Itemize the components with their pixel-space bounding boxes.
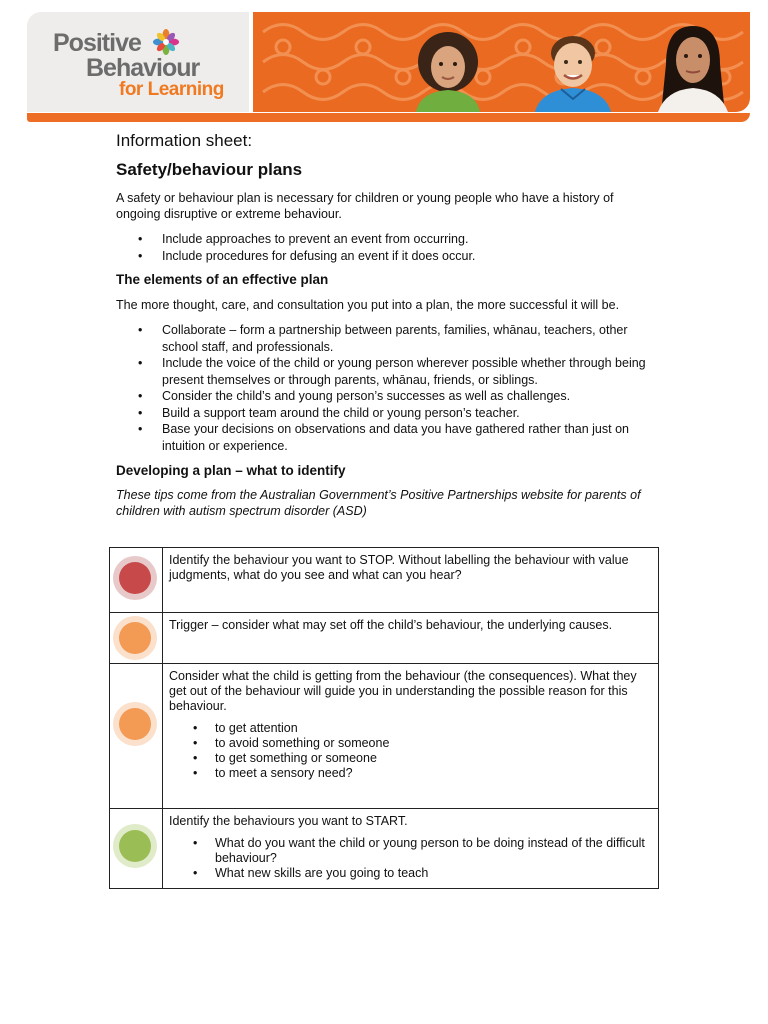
page-header xyxy=(27,12,750,124)
table-row xyxy=(110,548,659,613)
logo-line-2: Behaviour xyxy=(86,54,200,82)
document-body xyxy=(116,128,660,519)
elements-bullet-list xyxy=(116,322,660,454)
child-photo-1 xyxy=(408,27,488,112)
orange-light-icon xyxy=(113,616,157,660)
header-stripe xyxy=(27,113,750,122)
row-text-trigger: Trigger – consider what may set off the child’s behaviour, the underlying causes. xyxy=(163,613,659,664)
list-item: • Include the voice of the child or young person wherever possible whether through being present themselves or through parents, whānau, friends, or siblings. xyxy=(116,355,660,388)
intro-paragraph: A safety or behaviour plan is necessary for children or young people who have a history of ongoing disruptive or extreme behaviour. xyxy=(116,191,614,221)
row-text-stop: Identify the behaviour you want to STOP. Without labelling the behaviour with value judgments, what do you see and what can you hear? xyxy=(163,548,659,613)
list-item: • What new skills are you going to teach xyxy=(169,866,652,881)
indicator-cell xyxy=(110,613,163,664)
row-cell-start xyxy=(163,809,659,889)
row-text-consequences: Consider what the child is getting from the behaviour (the consequences). What they get out of the behaviour will guide you in understanding the possible reason for this behaviour. xyxy=(169,669,637,713)
list-item: • What do you want the child or young person to be doing instead of the difficult behaviour? xyxy=(169,836,652,866)
row-cell-consequences xyxy=(163,664,659,809)
red-light-icon xyxy=(113,556,157,600)
elements-intro: The more thought, care, and consultation you put into a plan, the more successful it will be. xyxy=(116,298,620,312)
list-item: • to avoid something or someone xyxy=(169,736,652,751)
logo-line-1: Positive xyxy=(53,29,141,57)
logo xyxy=(27,12,249,112)
child-photo-3 xyxy=(648,24,738,112)
flower-icon xyxy=(153,29,179,55)
green-light-icon xyxy=(113,824,157,868)
info-sheet-label: Information sheet: xyxy=(116,131,253,150)
table-row xyxy=(110,809,659,889)
section-heading-elements: The elements of an effective plan xyxy=(116,272,329,287)
row-text-start: Identify the behaviours you want to START. xyxy=(169,814,408,828)
table-row xyxy=(110,613,659,664)
indicator-cell xyxy=(110,664,163,809)
consequences-bullet-list xyxy=(169,721,652,781)
table-row xyxy=(110,664,659,809)
list-item: • Include approaches to prevent an event from occurring. xyxy=(116,231,660,248)
list-item: • Consider the child’s and young person’s successes as well as challenges. xyxy=(116,388,660,405)
list-item: • Base your decisions on observations and data you have gathered rather than just on intuition or experience. xyxy=(116,421,660,454)
child-photo-2 xyxy=(531,29,616,112)
list-item: • Include procedures for defusing an event if it does occur. xyxy=(116,248,660,265)
indicator-cell xyxy=(110,809,163,889)
start-bullet-list xyxy=(169,836,652,881)
header-banner xyxy=(253,12,750,112)
page-title: Safety/behaviour plans xyxy=(116,160,303,179)
intro-bullet-list xyxy=(116,231,660,264)
orange-light-icon xyxy=(113,702,157,746)
list-item: • Build a support team around the child or young person’s teacher. xyxy=(116,405,660,422)
logo-line-3: for Learning xyxy=(119,79,224,100)
list-item: • to get attention xyxy=(169,721,652,736)
indicator-cell xyxy=(110,548,163,613)
plan-table xyxy=(109,547,659,889)
list-item: • to meet a sensory need? xyxy=(169,766,652,781)
list-item: • to get something or someone xyxy=(169,751,652,766)
list-item: • Collaborate – form a partnership between parents, families, whānau, teachers, other school staff, and professionals. xyxy=(116,322,660,355)
identify-note: These tips come from the Australian Government’s Positive Partnerships website for parents of children with autism spectrum disorder (ASD) xyxy=(116,488,641,518)
section-heading-identify: Developing a plan – what to identify xyxy=(116,463,346,478)
